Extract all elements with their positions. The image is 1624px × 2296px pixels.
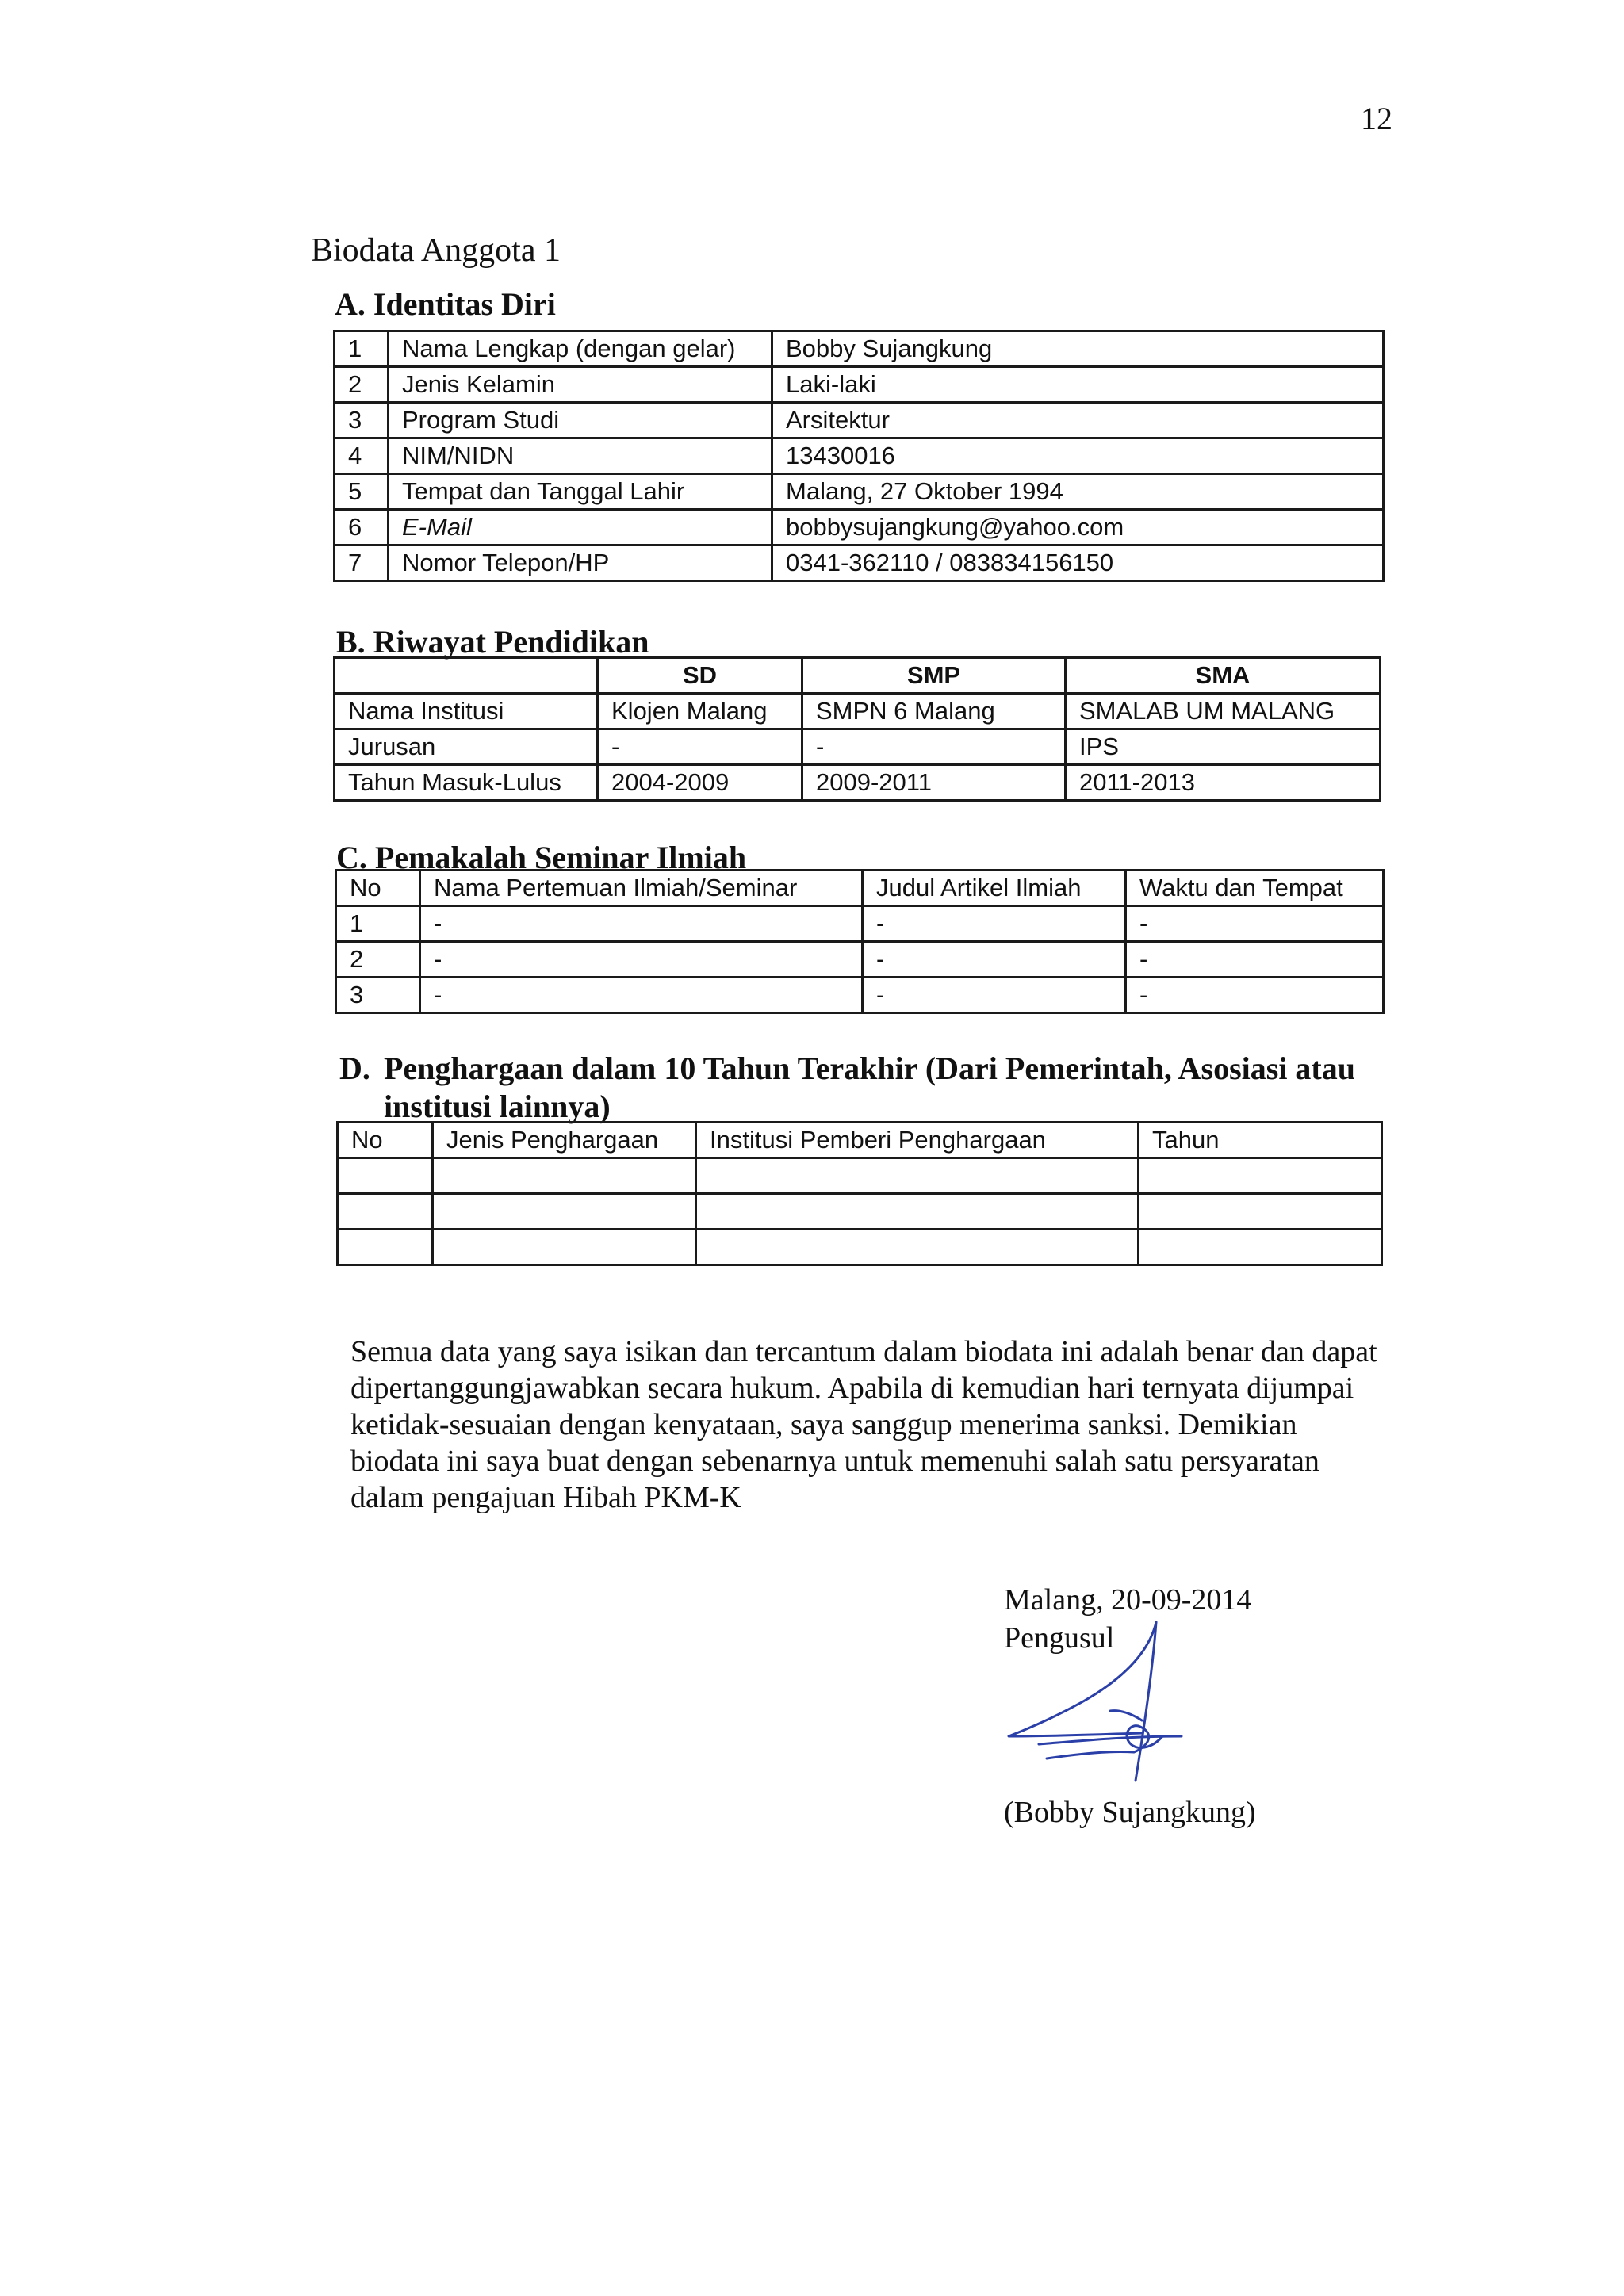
identity-row-number: 4 — [335, 438, 389, 474]
section-a-title: A. Identitas Diri — [335, 286, 556, 322]
seminar-cell-judul: - — [863, 942, 1126, 978]
awards-cell — [338, 1194, 433, 1230]
awards-cell — [338, 1230, 433, 1265]
seminar-table — [335, 869, 1385, 1014]
identity-row — [335, 367, 1384, 403]
declaration-statement: Semua data yang saya isikan dan tercantum dalam biodata ini adalah benar dan dapat dipertanggungjawabkan secara hukum. Apabila di kemudian hari ternyata dijumpai ketidak-sesuaian dengan kenyataan, saya sanggup menerima sanksi. Demikian biodata ini saya buat dengan sebenarnya untuk memenuhi salah satu persyaratan dalam pengajuan Hibah PKM-K — [350, 1335, 1377, 1514]
awards-empty-row — [338, 1230, 1382, 1265]
identity-row — [335, 510, 1384, 545]
education-header-smp: SMP — [802, 658, 1066, 694]
identity-row — [335, 331, 1384, 367]
identity-table — [333, 330, 1385, 582]
signature-place-date: Malang, 20-09-2014 — [1004, 1583, 1252, 1617]
awards-cell — [696, 1230, 1139, 1265]
education-header-row — [335, 658, 1381, 694]
awards-empty-row — [338, 1194, 1382, 1230]
education-cell-sma: 2011-2013 — [1066, 765, 1381, 801]
identity-row-value: 0341-362110 / 083834156150 — [772, 545, 1384, 581]
education-row-label: Nama Institusi — [335, 694, 598, 729]
identity-row-number: 1 — [335, 331, 389, 367]
seminar-cell-judul: - — [863, 906, 1126, 942]
awards-header-institusi: Institusi Pemberi Penghargaan — [696, 1123, 1139, 1158]
identity-row-number: 3 — [335, 403, 389, 438]
awards-cell — [433, 1158, 696, 1194]
awards-cell — [696, 1194, 1139, 1230]
identity-row-label: Nama Lengkap (dengan gelar) — [389, 331, 772, 367]
education-cell-sd: - — [598, 729, 802, 765]
seminar-cell-judul: - — [863, 978, 1126, 1013]
identity-row-number: 7 — [335, 545, 389, 581]
seminar-cell-nama: - — [420, 978, 863, 1013]
identity-row-number: 2 — [335, 367, 389, 403]
seminar-cell-waktu: - — [1126, 978, 1384, 1013]
identity-row-value: bobbysujangkung@yahoo.com — [772, 510, 1384, 545]
identity-row-value: Arsitektur — [772, 403, 1384, 438]
education-header-blank — [335, 658, 598, 694]
awards-cell — [433, 1194, 696, 1230]
identity-row-label: Jenis Kelamin — [389, 367, 772, 403]
awards-header-jenis: Jenis Penghargaan — [433, 1123, 696, 1158]
seminar-cell-no: 1 — [336, 906, 420, 942]
identity-row — [335, 438, 1384, 474]
signature-stroke — [1110, 1711, 1142, 1720]
section-c-title: C. Pemakalah Seminar Ilmiah — [336, 840, 747, 875]
seminar-header-no: No — [336, 871, 420, 906]
awards-cell — [433, 1230, 696, 1265]
identity-row — [335, 545, 1384, 581]
education-cell-sma: SMALAB UM MALANG — [1066, 694, 1381, 729]
seminar-header-judul: Judul Artikel Ilmiah — [863, 871, 1126, 906]
seminar-row — [336, 906, 1384, 942]
education-cell-sd: 2004-2009 — [598, 765, 802, 801]
section-d-title-line1: Penghargaan dalam 10 Tahun Terakhir (Dari Pemerintah, Asosiasi atau — [384, 1050, 1355, 1086]
identity-row-label: NIM/NIDN — [389, 438, 772, 474]
identity-row-label: Tempat dan Tanggal Lahir — [389, 474, 772, 510]
education-header-sd: SD — [598, 658, 802, 694]
section-d-title-line2: institusi lainnya) — [384, 1089, 611, 1124]
seminar-cell-nama: - — [420, 906, 863, 942]
seminar-cell-nama: - — [420, 942, 863, 978]
awards-cell — [338, 1158, 433, 1194]
education-cell-sd: Klojen Malang — [598, 694, 802, 729]
signature-role: Pengusul — [1004, 1621, 1115, 1655]
identity-row-label: Program Studi — [389, 403, 772, 438]
seminar-header-row — [336, 871, 1384, 906]
handwritten-signature — [991, 1617, 1197, 1792]
identity-row-value: Laki-laki — [772, 367, 1384, 403]
awards-cell — [1139, 1230, 1382, 1265]
seminar-cell-waktu: - — [1126, 906, 1384, 942]
seminar-cell-no: 2 — [336, 942, 420, 978]
seminar-header-waktu: Waktu dan Tempat — [1126, 871, 1384, 906]
awards-header-row — [338, 1123, 1382, 1158]
awards-cell — [1139, 1158, 1382, 1194]
identity-row-label: Nomor Telepon/HP — [389, 545, 772, 581]
identity-row-value: Bobby Sujangkung — [772, 331, 1384, 367]
seminar-cell-waktu: - — [1126, 942, 1384, 978]
section-d-title — [339, 1050, 1386, 1126]
education-row — [335, 765, 1381, 801]
awards-header-tahun: Tahun — [1139, 1123, 1382, 1158]
education-row-label: Tahun Masuk-Lulus — [335, 765, 598, 801]
identity-row-number: 6 — [335, 510, 389, 545]
section-b-title: B. Riwayat Pendidikan — [336, 624, 649, 660]
page-number: 12 — [1361, 101, 1392, 136]
document-title: Biodata Anggota 1 — [311, 232, 561, 269]
awards-table — [336, 1121, 1383, 1266]
identity-row-number: 5 — [335, 474, 389, 510]
education-row-label: Jurusan — [335, 729, 598, 765]
identity-row-value: Malang, 27 Oktober 1994 — [772, 474, 1384, 510]
identity-row-value: 13430016 — [772, 438, 1384, 474]
awards-empty-row — [338, 1158, 1382, 1194]
awards-cell — [696, 1158, 1139, 1194]
section-d-label: D. — [339, 1050, 370, 1086]
signature-name: (Bobby Sujangkung) — [1004, 1796, 1256, 1829]
education-cell-smp: 2009-2011 — [802, 765, 1066, 801]
education-row — [335, 694, 1381, 729]
seminar-cell-no: 3 — [336, 978, 420, 1013]
signature-stroke — [1009, 1622, 1156, 1736]
education-header-sma: SMA — [1066, 658, 1381, 694]
seminar-header-nama: Nama Pertemuan Ilmiah/Seminar — [420, 871, 863, 906]
education-cell-sma: IPS — [1066, 729, 1381, 765]
education-row — [335, 729, 1381, 765]
identity-row-label: E-Mail — [389, 510, 772, 545]
education-table — [333, 656, 1381, 802]
awards-cell — [1139, 1194, 1382, 1230]
awards-header-no: No — [338, 1123, 433, 1158]
education-cell-smp: - — [802, 729, 1066, 765]
identity-row — [335, 474, 1384, 510]
seminar-row — [336, 942, 1384, 978]
seminar-row — [336, 978, 1384, 1013]
education-cell-smp: SMPN 6 Malang — [802, 694, 1066, 729]
identity-row — [335, 403, 1384, 438]
